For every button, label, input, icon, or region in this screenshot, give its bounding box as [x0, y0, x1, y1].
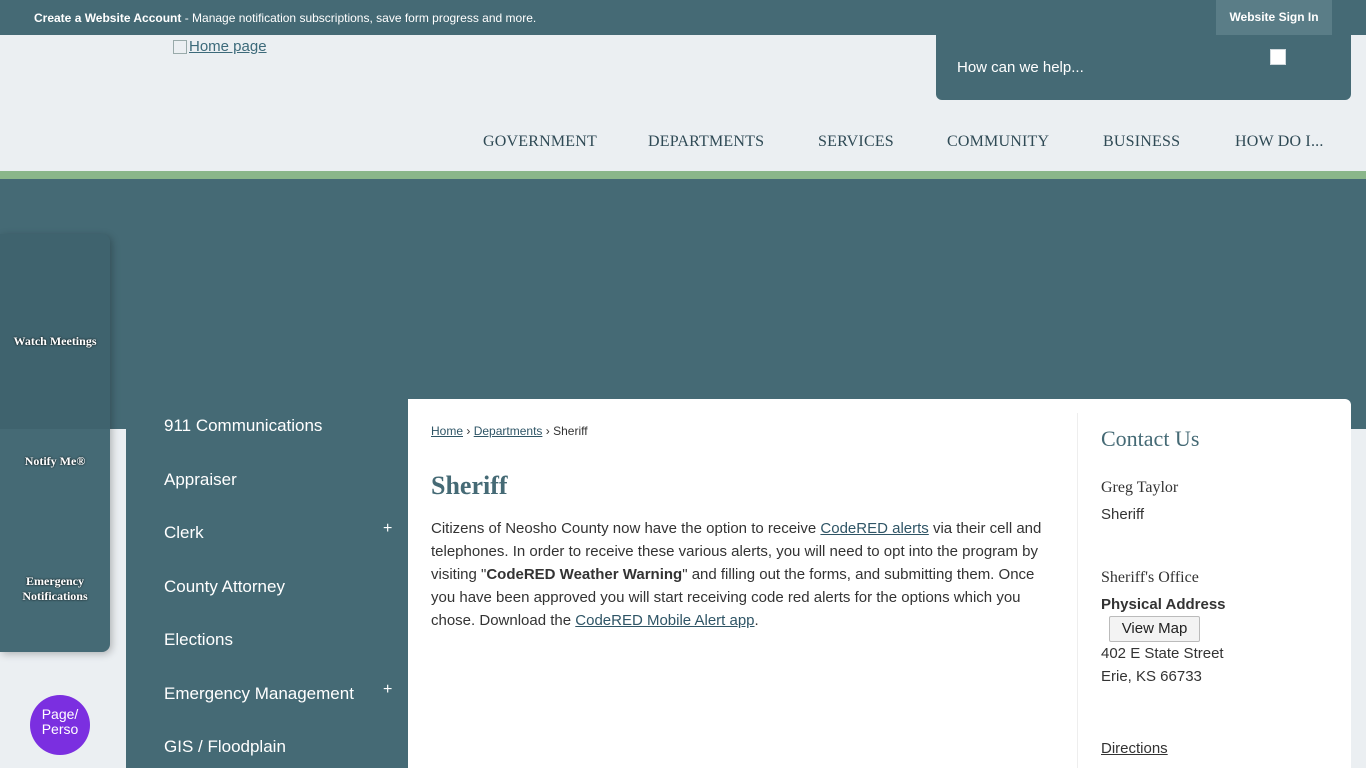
side-menu-item-clerk[interactable]: Clerk [164, 523, 204, 542]
page-title: Sheriff [431, 471, 508, 500]
contact-office: Sheriff's Office [1101, 569, 1199, 586]
body-text: via their cell and telephones. In order to receive these various alerts, you will need to opt into the program by visiting " [431, 520, 1042, 583]
create-account-description: - Manage notification subscriptions, save form progress and more. [181, 11, 537, 25]
codered-alerts-link[interactable]: CodeRED alerts [820, 520, 929, 537]
banner [0, 179, 1366, 429]
side-menu-item-elections[interactable]: Elections [164, 630, 233, 649]
body-text: " and filling out the forms, and submitting them. Once you have been approved you will start receiving code red alerts for the options which you chose. Download the [431, 566, 1035, 629]
physical-address-label: Physical Address [1101, 596, 1226, 613]
nav-business[interactable]: BUSINESS [1103, 133, 1181, 150]
breadcrumb-separator: › [545, 424, 550, 438]
nav-how-do-i[interactable]: HOW DO I... [1235, 133, 1324, 150]
persona-button[interactable]: Page/ Perso [30, 695, 90, 755]
breadcrumb [431, 424, 588, 438]
codered-mobile-app-link[interactable]: CodeRED Mobile Alert app [575, 612, 755, 629]
quick-link-label: Watch Meetings [13, 334, 97, 348]
create-account-link[interactable] [34, 11, 536, 25]
quick-link-emergency-notifications[interactable]: Emergency Notifications [22, 574, 88, 603]
expand-plus-icon[interactable]: + [383, 681, 393, 698]
body-text: . [754, 612, 759, 629]
side-menu-item-gis-floodplain[interactable]: GIS / Floodplain [164, 737, 286, 756]
breadcrumb-separator: › [466, 424, 471, 438]
nav-departments[interactable]: DEPARTMENTS [648, 133, 765, 150]
column-divider [1077, 413, 1078, 768]
breadcrumb-current: Sheriff [553, 424, 588, 438]
nav-community[interactable]: COMMUNITY [947, 133, 1050, 150]
contact-role: Sheriff [1101, 506, 1145, 523]
quick-link-watch-meetings[interactable] [0, 234, 110, 429]
logo-alt-text: Home page [189, 38, 267, 55]
body-bold-text: CodeRED Weather Warning [486, 566, 683, 583]
address-street: 402 E State Street [1101, 645, 1224, 662]
quick-links-panel [0, 234, 110, 652]
top-bar [0, 0, 1366, 35]
side-menu-item-emergency-management[interactable]: Emergency Management [164, 684, 354, 703]
search-box [936, 35, 1351, 100]
breadcrumb-home[interactable]: Home [431, 424, 464, 438]
quick-link-notify-me[interactable]: Notify Me® [24, 454, 86, 468]
search-icon[interactable] [1270, 49, 1286, 65]
side-menu-item-appraiser[interactable]: Appraiser [164, 470, 237, 489]
expand-plus-icon[interactable]: + [383, 520, 393, 537]
body-text: Citizens of Neosho County now have the option to receive [431, 520, 821, 537]
search-input[interactable]: How can we help... [957, 59, 1084, 76]
page-body [431, 517, 1061, 632]
breadcrumb-departments[interactable]: Departments [473, 424, 543, 438]
nav-services[interactable]: SERVICES [818, 133, 894, 150]
website-sign-in-button[interactable]: Website Sign In [1216, 0, 1332, 35]
main-content [408, 399, 1351, 768]
department-side-menu [126, 399, 408, 768]
nav-government[interactable]: GOVERNMENT [483, 133, 597, 150]
side-menu-item-county-attorney[interactable]: County Attorney [164, 577, 285, 596]
accent-stripe [0, 171, 1366, 179]
side-menu-item-911-communications[interactable]: 911 Communications [164, 416, 323, 435]
contact-name: Greg Taylor [1101, 479, 1179, 496]
home-page-logo-link[interactable] [173, 38, 267, 55]
broken-image-icon [173, 40, 187, 54]
directions-link[interactable]: Directions [1101, 740, 1168, 757]
create-account-label[interactable]: Create a Website Account [34, 11, 182, 25]
contact-heading: Contact Us [1101, 426, 1200, 451]
view-map-button[interactable]: View Map [1109, 616, 1200, 642]
address-city: Erie, KS 66733 [1101, 668, 1202, 685]
